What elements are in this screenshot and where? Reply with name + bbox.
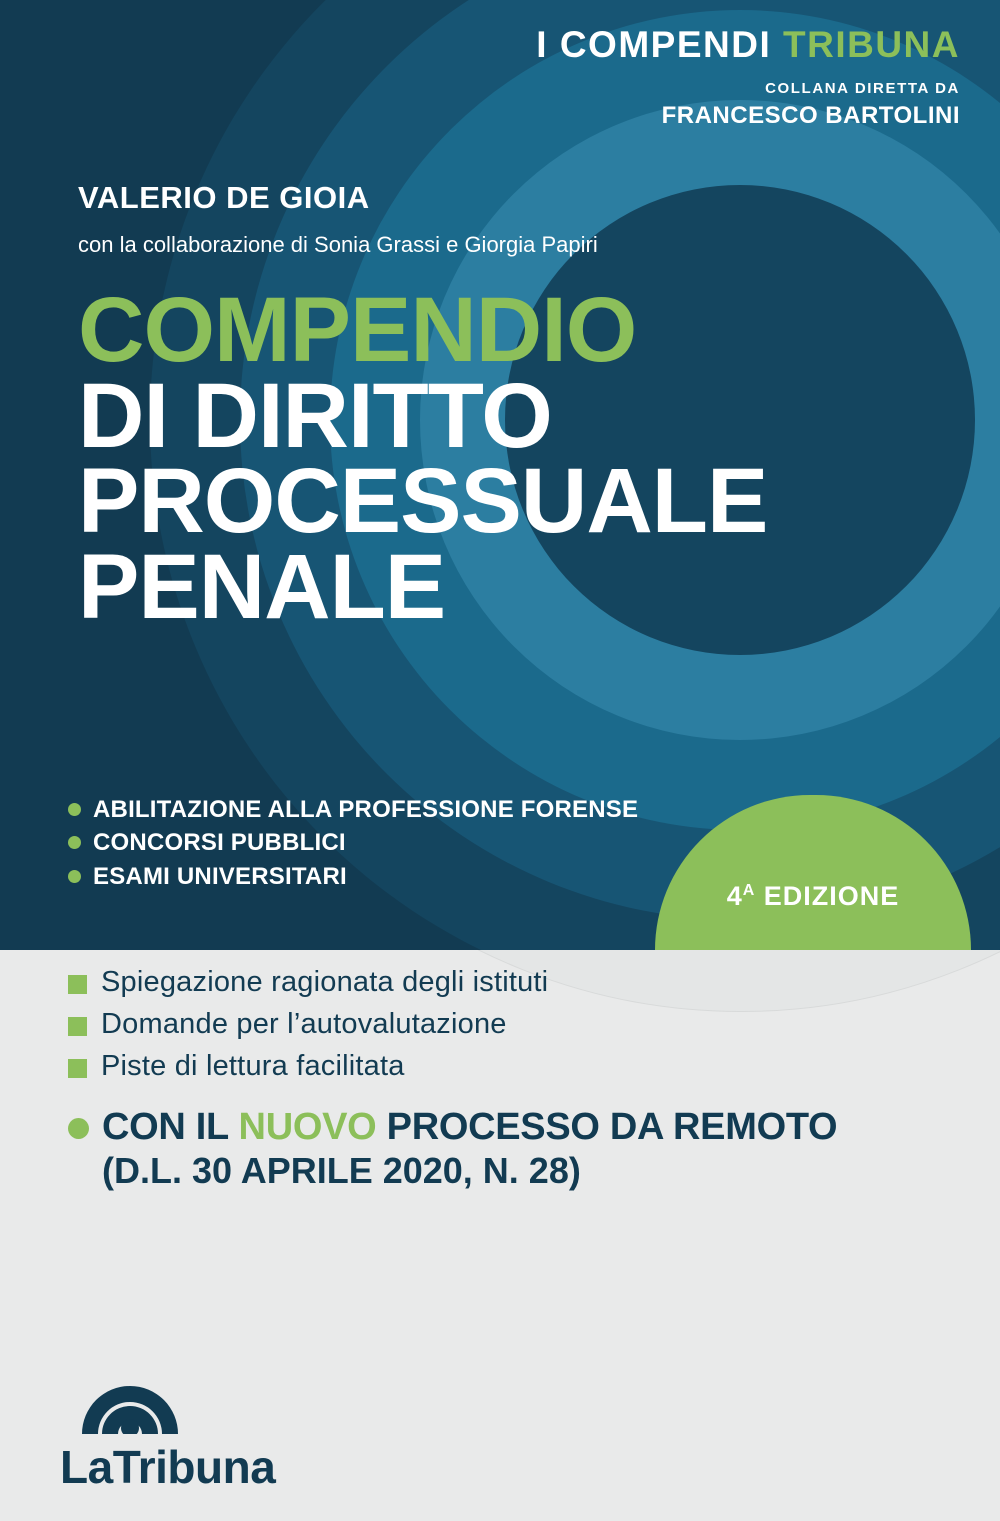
audience-list <box>68 795 668 895</box>
edition-text <box>655 881 971 912</box>
audience-item-label: ESAMI UNIVERSITARI <box>93 862 347 890</box>
audience-item-label: ABILITAZIONE ALLA PROFESSIONE FORENSE <box>93 796 639 823</box>
publisher-name-part2: Tribuna <box>112 1441 276 1493</box>
feature-item-label: Domande per l’autovalutazione <box>101 1008 507 1040</box>
edition-label: EDIZIONE <box>763 881 900 911</box>
feature-item <box>68 1050 868 1083</box>
audience-item <box>68 828 668 857</box>
highlight-suffix: PROCESSO DA REMOTO <box>376 1106 838 1148</box>
title-line-3: PROCESSUALE <box>78 450 768 553</box>
series-brand: TRIBUNA <box>783 24 960 65</box>
bullet-dot-icon <box>68 836 81 849</box>
highlight-callout <box>68 1105 938 1192</box>
latribuna-mark-icon <box>78 1368 182 1434</box>
series-prefix: I COMPENDI <box>536 24 772 65</box>
features-list <box>68 966 868 1092</box>
title-line-1: COMPENDIO <box>78 279 637 381</box>
series-title <box>536 24 960 66</box>
collana-label: COLLANA DIRETTA DA <box>765 80 960 97</box>
feature-item-label: Spiegazione ragionata degli istituti <box>101 966 549 998</box>
collana-director: FRANCESCO BARTOLINI <box>661 102 960 129</box>
bullet-square-icon <box>68 975 87 994</box>
publisher-name-part1: La <box>60 1441 113 1493</box>
feature-item <box>68 1008 868 1041</box>
feature-item <box>68 966 868 999</box>
publisher-logo <box>60 1368 360 1493</box>
book-title <box>78 279 938 638</box>
audience-item <box>68 795 668 824</box>
author-name: VALERIO DE GIOIA <box>78 180 370 215</box>
bullet-square-icon <box>68 1059 87 1078</box>
edition-ordinal: A <box>742 882 756 899</box>
bullet-dot-icon <box>68 803 81 816</box>
highlight-emphasis: NUOVO <box>238 1106 377 1148</box>
bullet-dot-icon <box>68 1118 89 1139</box>
edition-number: 4 <box>726 881 743 911</box>
audience-item-label: CONCORSI PUBBLICI <box>93 829 346 857</box>
highlight-subtitle: (D.L. 30 APRILE 2020, N. 28) <box>102 1149 581 1191</box>
publisher-name <box>60 1440 275 1494</box>
audience-item <box>68 862 668 891</box>
title-line-4: PENALE <box>78 535 446 638</box>
bullet-dot-icon <box>68 870 81 883</box>
feature-item-label: Piste di lettura facilitata <box>101 1050 405 1082</box>
title-line-2: DI DIRITTO <box>78 364 552 467</box>
highlight-text <box>102 1106 837 1148</box>
collaboration-note: con la collaborazione di Sonia Grassi e Giorgia Papiri <box>78 232 598 257</box>
highlight-prefix: CON IL <box>102 1106 239 1148</box>
bullet-square-icon <box>68 1017 87 1036</box>
highlight-text-wrap <box>102 1105 837 1192</box>
